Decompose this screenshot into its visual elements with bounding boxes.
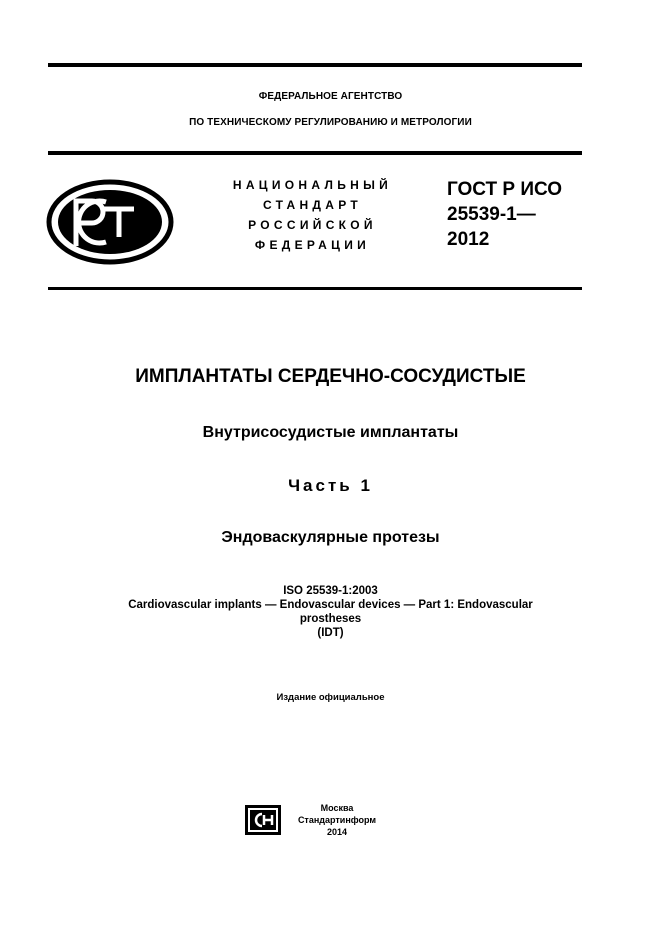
publisher-block [290,802,384,838]
gost-r-certification-mark-icon [46,179,174,265]
publisher-year: 2014 [326,827,348,837]
document-part: Часть 1 [288,476,373,495]
document-main-title: ИМПЛАНТАТЫ СЕРДЕЧНО-СОСУДИСТЫЕ [135,366,526,387]
standard-word-4: ФЕДЕРАЦИИ [254,238,371,252]
standard-number-line-3: 2012 [447,229,490,250]
standard-word-2: СТАНДАРТ [262,198,363,212]
standard-number-line-1: ГОСТ Р ИСО [447,179,563,200]
standard-number-line-2: 25539-1— [447,204,536,225]
standard-number [447,177,587,252]
header-divider-rule [48,151,582,155]
publisher-name: Стандартинформ [297,815,377,825]
iso-title-line-1: Cardiovascular implants — Endovascular devices — Part 1: Endovascular [128,599,533,611]
iso-code: ISO 25539-1:2003 [283,585,378,597]
iso-reference [0,584,661,640]
agency-line-2: ПО ТЕХНИЧЕСКОМУ РЕГУЛИРОВАНИЮ И МЕТРОЛОГИИ [189,117,472,128]
edition-label: Издание официальное [276,692,385,703]
standard-block-bottom-rule [48,287,582,290]
iso-title-line-2: prostheses [299,613,362,625]
iso-equivalence: (IDT) [317,627,344,639]
standard-words [200,175,425,255]
agency-line-1: ФЕДЕРАЛЬНОЕ АГЕНТСТВО [258,91,403,102]
document-part-title: Эндоваскулярные протезы [221,529,440,546]
standard-word-3: РОССИЙСКОЙ [248,218,377,232]
standard-word-1: НАЦИОНАЛЬНЫЙ [232,178,393,192]
top-rule [48,63,582,67]
publisher-city: Москва [320,803,354,813]
document-subtitle: Внутрисосудистые имплантаты [202,424,459,441]
standartinform-logo-icon [245,805,281,835]
